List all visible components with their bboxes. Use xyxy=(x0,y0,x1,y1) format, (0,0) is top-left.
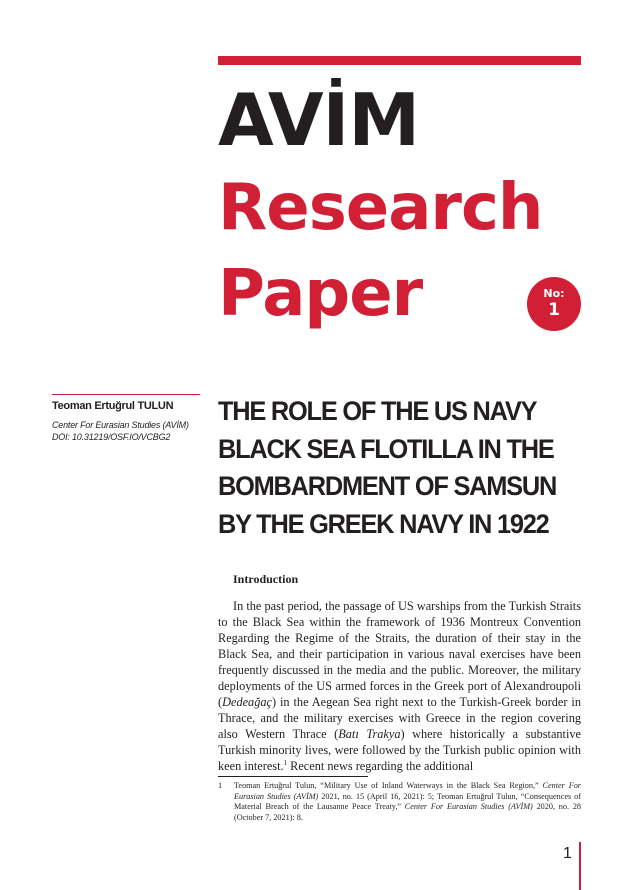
footnote-run: Teoman Ertuğrul Tulun, “Military Use of Inland Waterways in the Black Sea Region,” xyxy=(234,781,543,790)
footnote-number: 1 xyxy=(218,781,223,790)
section-heading-introduction: Introduction xyxy=(233,572,299,586)
footnote-run: 2021, no. 15 (April 16, 2021): 5; Teoman Ertuğrul Tulun, “Consequences of Material Breach of the Lausanne Peace Treaty,” xyxy=(234,791,581,811)
footnote xyxy=(218,781,581,823)
issue-number-badge xyxy=(527,277,581,331)
footnote-italic-run: Center For Eurasian Studies (AVİM) xyxy=(404,802,533,811)
paper-title xyxy=(218,393,575,543)
footnote-reference[interactable]: 1 xyxy=(283,758,288,767)
issue-label: No: xyxy=(543,287,565,300)
body-text-run: Recent news regarding the additional xyxy=(287,759,474,773)
title-line: THE ROLE OF THE US NAVY xyxy=(218,396,537,426)
footnote-rule xyxy=(218,776,368,777)
author-doi: DOI: 10.31219/OSF.IO/VCBG2 xyxy=(52,432,171,442)
page-number-rule xyxy=(579,842,581,890)
top-accent-rule xyxy=(218,56,581,65)
body-italic-run: Dedeağaç xyxy=(222,695,272,709)
author-name: Teoman Ertuğrul TULUN xyxy=(52,400,174,412)
author-meta xyxy=(52,419,189,443)
author-affiliation: Center For Eurasian Studies (AVİM) xyxy=(52,420,189,430)
body-text-run: ) where historically a substantive Turkish minority lives, were followed by the Turkish public opinion with keen interest. xyxy=(218,727,581,773)
page-number: 1 xyxy=(563,845,572,862)
body-text-run: In the past period, the passage of US warships from the Turkish Straits to the Black Sea within the framework of 1936 Montreux Convention Regarding the Regime of the Straits, the duration of their stay in the Black Sea, and their participation in various naval exercises have been frequently discussed in the media and the public. Moreover, the military deployments of the US armed forces in the Greek port of Alexandroupoli ( xyxy=(218,599,581,709)
author-rule xyxy=(52,394,200,395)
introduction-paragraph xyxy=(218,598,581,774)
title-line: BLACK SEA FLOTILLA IN THE xyxy=(218,433,554,464)
title-line: BY THE GREEK NAVY IN 1922 xyxy=(218,508,549,539)
series-title-paper: Paper xyxy=(218,257,423,331)
footnote-run: 2020, no. 28 (October 7, 2021): 8. xyxy=(234,802,582,822)
issue-number: 1 xyxy=(548,300,560,320)
title-line: BOMBARDMENT OF SAMSUN xyxy=(218,471,557,501)
footnote-text xyxy=(234,781,581,823)
footnote-italic-run: Center For Eurasian Studies (AVİM) xyxy=(234,781,581,801)
body-text-run: ) in the Aegean Sea right next to the Turkish-Greek border in Thrace, and the military exercises with Greece in the region covering also Western Thrace ( xyxy=(218,695,581,741)
body-italic-run: Batı Trakya xyxy=(338,727,401,741)
brand-logo: AVİM xyxy=(218,78,419,162)
series-title-research: Research xyxy=(218,171,543,245)
